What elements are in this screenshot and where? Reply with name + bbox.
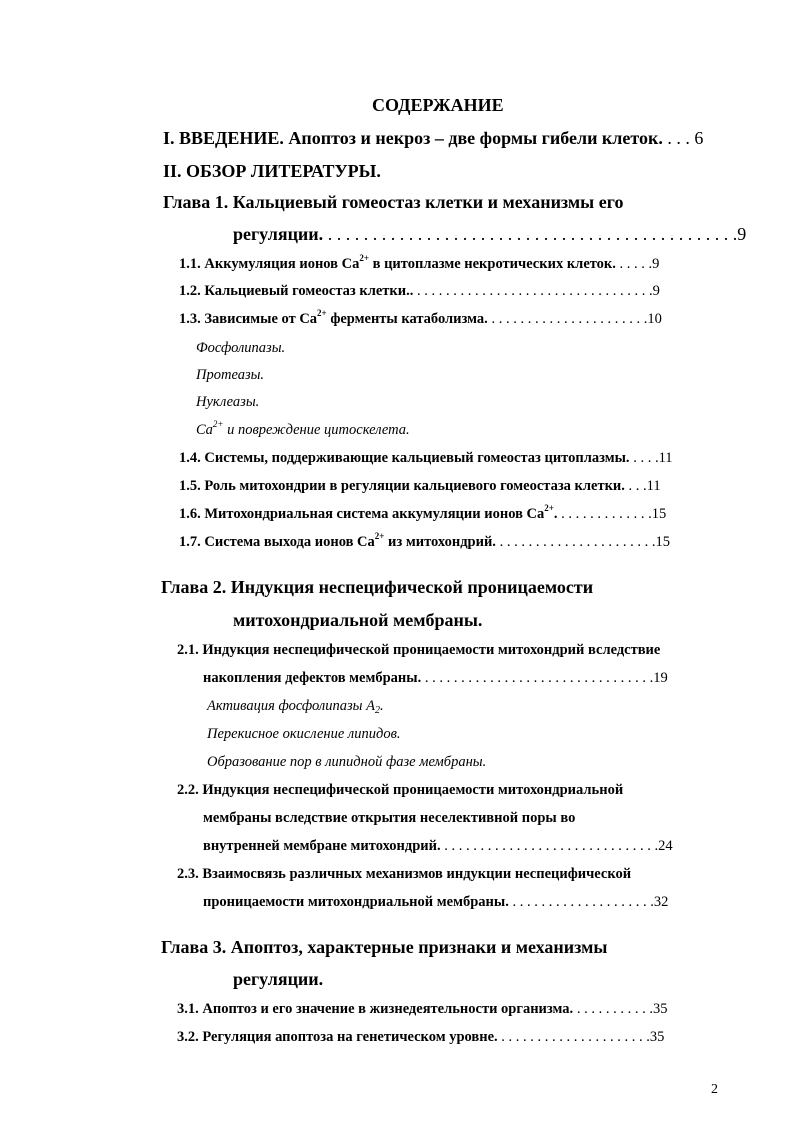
toc-entry-review: II. ОБЗОР ЛИТЕРАТУРЫ. bbox=[163, 161, 381, 181]
toc-1-6-sup: 2+ bbox=[544, 503, 554, 513]
toc-2-3-dots: . . . . . . . . . . . . . . . . . . . . bbox=[508, 894, 654, 910]
toc-1-7-dots: . . . . . . . . . . . . . . . . . . . . . . bbox=[495, 534, 656, 550]
toc-sub-nucleases: Нуклеазы. bbox=[196, 394, 260, 410]
toc-section-1-2 bbox=[179, 284, 660, 299]
toc-sub-lipid-peroxidation: Перекисное окисление липидов. bbox=[207, 726, 401, 742]
toc-section-1-3 bbox=[179, 308, 662, 327]
toc-sub-proteases: Протеазы. bbox=[196, 367, 265, 383]
toc-chapter2-title: Глава 2. Индукция неспецифической проницаемости bbox=[161, 577, 594, 597]
toc-1-7-text-b: из митохондрий. bbox=[384, 534, 496, 550]
toc-2-1-page: 19 bbox=[653, 670, 668, 686]
toc-1-1-text-b: в цитоплазме некротических клеток. bbox=[369, 256, 616, 272]
toc-sub-phospholipase-a2-text: Активация фосфолипазы A bbox=[207, 698, 375, 714]
page-number: 2 bbox=[711, 1082, 718, 1097]
toc-section-2-2-cont2 bbox=[203, 839, 673, 854]
toc-chapter3-title: Глава 3. Апоптоз, характерные признаки и механизмы bbox=[161, 937, 608, 957]
toc-chapter1-line2: регуляции. bbox=[233, 224, 324, 244]
toc-sub-phospholipases: Фосфолипазы. bbox=[196, 340, 286, 356]
toc-sub-cytoskeleton-sup: 2+ bbox=[212, 419, 224, 429]
toc-3-1-dots: . . . . . . . . . . . bbox=[573, 1001, 653, 1017]
toc-chapter1-page: 9 bbox=[737, 224, 747, 244]
toc-section-2-2-cont1: мембраны вследствие открытия неселективной поры во bbox=[203, 810, 576, 826]
toc-2-3-line2: проницаемости митохондриальной мембраны. bbox=[203, 894, 509, 910]
page-title: СОДЕРЖАНИЕ bbox=[372, 95, 504, 115]
toc-1-3-sup: 2+ bbox=[317, 308, 327, 318]
toc-1-1-text: 1.1. Аккумуляция ионов Ca bbox=[179, 256, 360, 272]
toc-section-2-1: 2.1. Индукция неспецифической проницаемости митохондрий вследствие bbox=[177, 642, 661, 658]
toc-section-1-7 bbox=[179, 531, 670, 550]
toc-intro-page: 6 bbox=[694, 128, 704, 148]
toc-sub-cytoskeleton-ca: Ca bbox=[196, 422, 213, 438]
toc-3-1-page: 35 bbox=[652, 1001, 668, 1017]
toc-sub-phospholipase-a2-end: . bbox=[379, 698, 384, 714]
toc-2-3-page: 32 bbox=[653, 894, 669, 910]
toc-1-5-dots: . . . bbox=[624, 478, 647, 494]
toc-1-4-dots: . . . . bbox=[629, 450, 659, 466]
toc-1-6-dots: . . . . . . . . . . . . . bbox=[557, 506, 652, 522]
toc-3-2-dots: . . . . . . . . . . . . . . . . . . . . . bbox=[497, 1029, 650, 1045]
toc-section-1-4 bbox=[179, 451, 673, 466]
toc-1-5-text: 1.5. Роль митохондрии в регуляции кальциевого гомеостаза клетки. bbox=[179, 478, 625, 494]
toc-sub-cytoskeleton bbox=[196, 419, 410, 438]
toc-section-2-2: 2.2. Индукция неспецифической проницаемости митохондриальной bbox=[177, 782, 624, 798]
toc-1-6-text: 1.6. Митохондриальная система аккумуляции ионов Ca bbox=[179, 506, 545, 522]
toc-1-4-text: 1.4. Системы, поддерживающие кальциевый гомеостаз цитоплазмы. bbox=[179, 450, 630, 466]
toc-2-2-line3: внутренней мембране митохондрий. bbox=[203, 838, 441, 854]
toc-1-3-text: 1.3. Зависимые от Ca bbox=[179, 311, 318, 327]
toc-1-3-dots: . . . . . . . . . . . . . . . . . . . . . . bbox=[487, 311, 648, 327]
toc-1-2-page: 9 bbox=[652, 283, 660, 299]
toc-1-7-sup: 2+ bbox=[374, 531, 385, 541]
toc-1-1-page: 9 bbox=[652, 256, 660, 272]
toc-section-2-3-cont bbox=[203, 895, 668, 910]
toc-section-1-6 bbox=[179, 503, 667, 522]
toc-chapter1-dots: . . . . . . . . . . . . . . . . . . . . . . . . . . . . . . . . . . . . . . . . . . . . . . bbox=[323, 224, 738, 244]
toc-section-3-1 bbox=[177, 1002, 667, 1017]
toc-2-2-page: 24 bbox=[658, 838, 673, 854]
toc-1-1-dots: . . . . . bbox=[615, 256, 653, 272]
toc-3-2-page: 35 bbox=[649, 1029, 665, 1045]
toc-sub-phospholipase-a2 bbox=[207, 699, 384, 714]
toc-1-2-text: 1.2. Кальциевый гомеостаз клетки.. bbox=[179, 283, 414, 299]
toc-2-2-dots: . . . . . . . . . . . . . . . . . . . . . . . . . . . . . . bbox=[440, 838, 659, 854]
toc-1-1-sup: 2+ bbox=[359, 253, 369, 263]
toc-2-1-dots: . . . . . . . . . . . . . . . . . . . . . . . . . . . . . . . . bbox=[421, 670, 654, 686]
toc-1-3-text-b: ферменты катаболизма. bbox=[326, 311, 488, 327]
toc-intro-text: Апоптоз и некроз – две формы гибели клеток. bbox=[283, 128, 663, 148]
toc-1-3-page: 10 bbox=[647, 311, 662, 327]
toc-2-1-line2: накопления дефектов мембраны. bbox=[203, 670, 422, 686]
toc-3-2-text: 3.2. Регуляция апоптоза на генетическом уровне. bbox=[177, 1029, 498, 1045]
toc-1-5-page: 11 bbox=[646, 478, 661, 494]
toc-intro-dots: . . . bbox=[662, 128, 695, 148]
toc-1-2-dots: . . . . . . . . . . . . . . . . . . . . . . . . . . . . . . . . . bbox=[413, 283, 653, 299]
toc-sub-phospholipase-a2-sub: 2 bbox=[374, 705, 380, 716]
toc-1-4-page: 11 bbox=[658, 450, 673, 466]
toc-section-1-5 bbox=[179, 479, 661, 494]
toc-sub-pore-formation: Образование пор в липидной фазе мембраны. bbox=[207, 754, 487, 770]
toc-section-2-3: 2.3. Взаимосвязь различных механизмов индукции неспецифической bbox=[177, 866, 632, 882]
toc-1-7-page: 15 bbox=[655, 534, 670, 550]
toc-section-2-1-cont bbox=[203, 671, 668, 686]
toc-3-1-text: 3.1. Апоптоз и его значение в жизнедеятельности организма. bbox=[177, 1001, 574, 1017]
toc-entry-intro bbox=[163, 129, 703, 147]
toc-section-1-1 bbox=[179, 253, 660, 272]
toc-sub-cytoskeleton-text: и повреждение цитоскелета. bbox=[223, 422, 410, 438]
toc-chapter3-title-cont: регуляции. bbox=[233, 969, 324, 989]
toc-intro-prefix: I. ВВЕДЕНИЕ. bbox=[163, 128, 284, 148]
toc-section-3-2 bbox=[177, 1030, 664, 1045]
toc-chapter2-title-cont: митохондриальной мембраны. bbox=[233, 610, 483, 630]
toc-1-6-text-b: . bbox=[553, 506, 558, 522]
toc-1-7-text: 1.7. Система выхода ионов Ca bbox=[179, 534, 375, 550]
toc-1-6-page: 15 bbox=[651, 506, 667, 522]
toc-chapter1-title-cont bbox=[233, 225, 746, 243]
toc-chapter1-title: Глава 1. Кальциевый гомеостаз клетки и механизмы его bbox=[163, 192, 624, 212]
